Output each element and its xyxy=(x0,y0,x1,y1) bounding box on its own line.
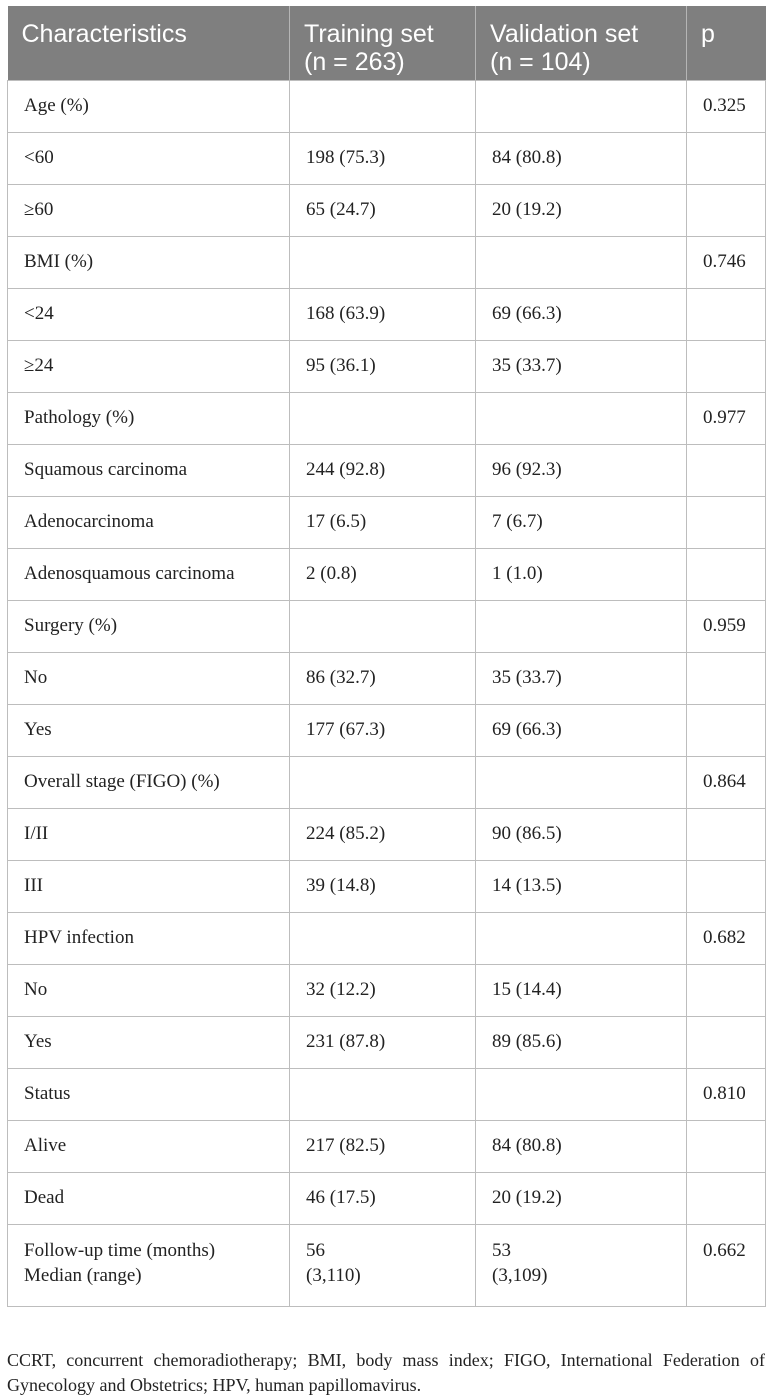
cell-characteristic: <60 xyxy=(8,132,290,184)
cell-training: 217 (82.5) xyxy=(290,1120,476,1172)
cell-validation: 90 (86.5) xyxy=(476,808,687,860)
cell-validation: 1 (1.0) xyxy=(476,548,687,600)
cell-p-value xyxy=(687,132,766,184)
cell-training: 56 (3,110) xyxy=(290,1224,476,1306)
cell-characteristic: Yes xyxy=(8,1016,290,1068)
cell-characteristic: Age (%) xyxy=(8,80,290,132)
cell-characteristic: No xyxy=(8,964,290,1016)
table-row xyxy=(8,392,766,444)
cell-p-value xyxy=(687,548,766,600)
cell-p-value xyxy=(687,704,766,756)
cell-training: 244 (92.8) xyxy=(290,444,476,496)
table-row xyxy=(8,1120,766,1172)
table-row xyxy=(8,1016,766,1068)
table-row xyxy=(8,964,766,1016)
cell-training xyxy=(290,1068,476,1120)
cell-p-value xyxy=(687,288,766,340)
cell-p-value xyxy=(687,1016,766,1068)
cell-training: 95 (36.1) xyxy=(290,340,476,392)
header-validation-set: Validation set (n = 104) xyxy=(476,6,687,80)
cell-p-value: 0.864 xyxy=(687,756,766,808)
cell-p-value xyxy=(687,860,766,912)
table-row xyxy=(8,1224,766,1306)
cell-characteristic: Surgery (%) xyxy=(8,600,290,652)
cell-characteristic: Status xyxy=(8,1068,290,1120)
cell-validation: 96 (92.3) xyxy=(476,444,687,496)
cell-training: 177 (67.3) xyxy=(290,704,476,756)
cell-training: 2 (0.8) xyxy=(290,548,476,600)
cell-characteristic: HPV infection xyxy=(8,912,290,964)
cell-validation xyxy=(476,912,687,964)
table-row xyxy=(8,80,766,132)
cell-validation: 35 (33.7) xyxy=(476,652,687,704)
cell-p-value: 0.682 xyxy=(687,912,766,964)
cell-p-value xyxy=(687,964,766,1016)
cell-characteristic: ≥24 xyxy=(8,340,290,392)
cell-training: 168 (63.9) xyxy=(290,288,476,340)
cell-characteristic: <24 xyxy=(8,288,290,340)
cell-training: 86 (32.7) xyxy=(290,652,476,704)
header-training-set: Training set (n = 263) xyxy=(290,6,476,80)
cell-characteristic: Squamous carcinoma xyxy=(8,444,290,496)
cell-training xyxy=(290,756,476,808)
cell-p-value: 0.746 xyxy=(687,236,766,288)
cell-validation xyxy=(476,1068,687,1120)
header-characteristics: Characteristics xyxy=(8,6,290,80)
cell-training xyxy=(290,600,476,652)
table-row xyxy=(8,444,766,496)
cell-validation: 35 (33.7) xyxy=(476,340,687,392)
table-row xyxy=(8,236,766,288)
cell-characteristic: Adenocarcinoma xyxy=(8,496,290,548)
cell-training: 39 (14.8) xyxy=(290,860,476,912)
table-row xyxy=(8,496,766,548)
table-row xyxy=(8,600,766,652)
table-row xyxy=(8,288,766,340)
cell-validation: 84 (80.8) xyxy=(476,132,687,184)
table-row xyxy=(8,756,766,808)
cell-p-value: 0.325 xyxy=(687,80,766,132)
cell-training: 231 (87.8) xyxy=(290,1016,476,1068)
cell-p-value xyxy=(687,496,766,548)
cell-characteristic: Adenosquamous carcinoma xyxy=(8,548,290,600)
cell-validation: 20 (19.2) xyxy=(476,1172,687,1224)
table-row xyxy=(8,808,766,860)
cell-training: 65 (24.7) xyxy=(290,184,476,236)
table-row xyxy=(8,652,766,704)
cell-training xyxy=(290,80,476,132)
cell-training xyxy=(290,236,476,288)
cell-characteristic: I/II xyxy=(8,808,290,860)
header-row xyxy=(8,6,766,80)
table-header xyxy=(8,6,766,80)
cell-validation: 14 (13.5) xyxy=(476,860,687,912)
cell-training xyxy=(290,912,476,964)
table-body xyxy=(8,80,766,1306)
cell-p-value xyxy=(687,184,766,236)
cell-training: 224 (85.2) xyxy=(290,808,476,860)
cell-validation xyxy=(476,756,687,808)
cell-p-value xyxy=(687,340,766,392)
cell-p-value: 0.810 xyxy=(687,1068,766,1120)
characteristics-table-container xyxy=(7,6,765,1307)
cell-p-value xyxy=(687,652,766,704)
table-row xyxy=(8,704,766,756)
cell-p-value xyxy=(687,1120,766,1172)
characteristics-table xyxy=(7,6,766,1307)
cell-characteristic: Alive xyxy=(8,1120,290,1172)
header-p-value: p xyxy=(687,6,766,80)
cell-validation: 7 (6.7) xyxy=(476,496,687,548)
table-row xyxy=(8,912,766,964)
cell-p-value: 0.977 xyxy=(687,392,766,444)
table-row xyxy=(8,340,766,392)
table-row xyxy=(8,548,766,600)
cell-training: 32 (12.2) xyxy=(290,964,476,1016)
cell-training: 17 (6.5) xyxy=(290,496,476,548)
cell-p-value: 0.662 xyxy=(687,1224,766,1306)
cell-p-value: 0.959 xyxy=(687,600,766,652)
table-row xyxy=(8,184,766,236)
cell-characteristic: III xyxy=(8,860,290,912)
cell-characteristic: Follow-up time (months) Median (range) xyxy=(8,1224,290,1306)
cell-training: 46 (17.5) xyxy=(290,1172,476,1224)
cell-characteristic: Overall stage (FIGO) (%) xyxy=(8,756,290,808)
cell-validation: 69 (66.3) xyxy=(476,288,687,340)
cell-training: 198 (75.3) xyxy=(290,132,476,184)
cell-characteristic: No xyxy=(8,652,290,704)
cell-training xyxy=(290,392,476,444)
cell-validation: 53 (3,109) xyxy=(476,1224,687,1306)
table-row xyxy=(8,132,766,184)
cell-validation: 84 (80.8) xyxy=(476,1120,687,1172)
cell-validation: 20 (19.2) xyxy=(476,184,687,236)
table-row xyxy=(8,860,766,912)
cell-p-value xyxy=(687,444,766,496)
cell-characteristic: BMI (%) xyxy=(8,236,290,288)
cell-characteristic: Dead xyxy=(8,1172,290,1224)
cell-validation xyxy=(476,236,687,288)
table-footnote: CCRT, concurrent chemoradiotherapy; BMI, body mass index; FIGO, International Federation of Gynecology and Obstetrics; HPV, human papillomavirus. xyxy=(7,1350,765,1395)
cell-characteristic: ≥60 xyxy=(8,184,290,236)
cell-validation xyxy=(476,600,687,652)
cell-validation xyxy=(476,80,687,132)
cell-validation: 89 (85.6) xyxy=(476,1016,687,1068)
cell-characteristic: Yes xyxy=(8,704,290,756)
cell-validation: 15 (14.4) xyxy=(476,964,687,1016)
cell-validation xyxy=(476,392,687,444)
table-row xyxy=(8,1068,766,1120)
cell-p-value xyxy=(687,808,766,860)
cell-validation: 69 (66.3) xyxy=(476,704,687,756)
cell-characteristic: Pathology (%) xyxy=(8,392,290,444)
cell-p-value xyxy=(687,1172,766,1224)
table-row xyxy=(8,1172,766,1224)
